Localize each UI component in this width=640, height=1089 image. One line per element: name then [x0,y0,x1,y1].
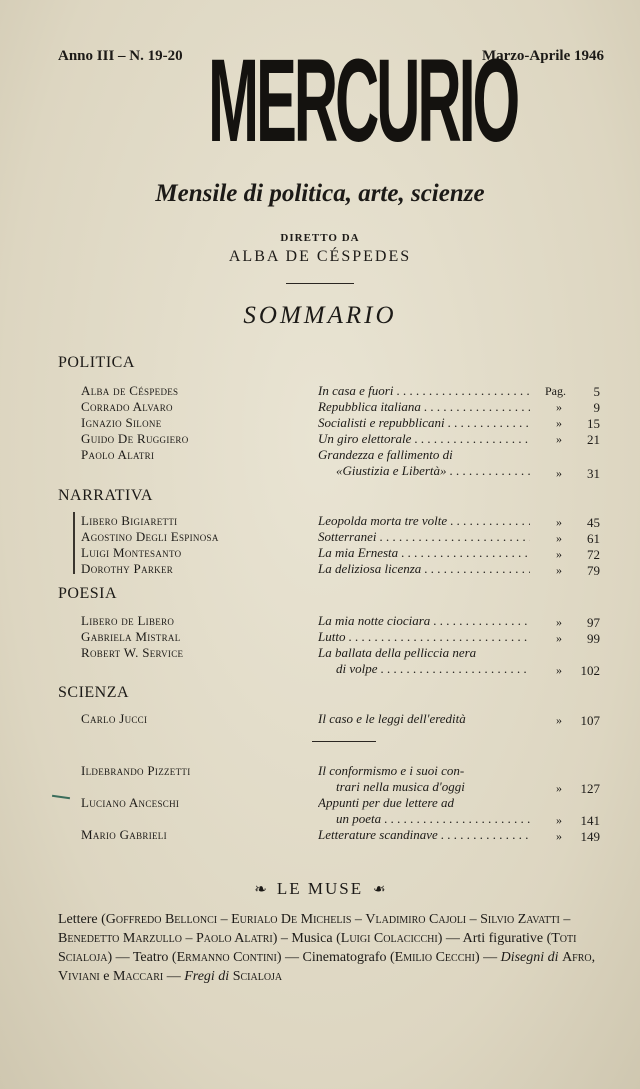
entry-title: Socialisti e repubblicani . . . [318,415,530,431]
entry-title-continued: di volpe . . . [336,661,530,677]
ornament-icon: ❧ [254,882,269,898]
muse-credits [58,910,603,986]
entry-title: Sotterranei . . . [318,529,530,545]
muse-text: ) – Musica ( [272,931,341,946]
entry-author: Robert W. Service [81,645,184,660]
muse-text: ) — Teatro ( [107,950,177,965]
contributor-name: Scialoja [232,969,283,984]
margin-mark [73,512,75,574]
entry-title: La mia Ernesta . . . [318,545,530,561]
masthead-title: MERCURIO [208,35,518,167]
page-label: » [556,713,562,727]
editor-name: ALBA DE CÉSPEDES [228,248,412,265]
muse-text: ) — Arti figurative ( [437,931,552,946]
issue-date: Marzo-Aprile 1946 [481,48,604,64]
entry-page: 79 [587,563,600,578]
contributor-name: Vladimiro Cajoli [365,912,467,927]
muse-text: Disegni di [500,950,559,965]
entry-author: Ignazio Silone [81,415,162,430]
entry-title: Grandezza e fallimento di [318,447,453,462]
entry-title: Il caso e le leggi dell'eredità [318,711,466,726]
entry-title: Un giro elettorale . . . [318,431,530,447]
contributor-name: Luigi Colacicchi [340,931,438,946]
entry-title: Letterature scandinave . . . [318,827,530,843]
entry-page: 127 [580,781,600,796]
entry-title-continued: un poeta . . . [336,811,530,827]
section-heading: POESIA [58,585,118,602]
entry-page: 45 [587,515,600,530]
contents-heading: SOMMARIO [243,302,397,329]
entry-author: Alba de Céspedes [81,383,179,398]
muse-text: – [181,931,196,946]
page-label: » [556,547,562,561]
section-heading: NARRATIVA [58,487,153,504]
entry-page: 97 [587,615,600,630]
contributor-name: Benedetto Marzullo [58,931,182,946]
section-heading: POLITICA [58,354,135,371]
page-label: » [556,631,562,645]
margin-mark [52,795,70,799]
entry-author: Guido De Ruggiero [81,431,189,446]
page-label: » [556,813,562,827]
entry-page: 72 [587,547,600,562]
entry-author: Luigi Montesanto [81,545,182,560]
entry-page: 21 [587,432,600,447]
contributor-name: Maccari [112,969,164,984]
contributor-name: Paolo Alatri [195,931,273,946]
entry-page: 61 [587,531,600,546]
entry-title: La mia notte ciociara . . . [318,613,530,629]
contributor-name: Afro, Viviani [58,950,596,984]
entry-page: 102 [580,663,600,678]
entry-author: Gabriela Mistral [81,629,181,644]
entry-title: La deliziosa licenza . . . [318,561,530,577]
entry-page: 149 [580,829,600,844]
page-label: Pag. [545,384,566,398]
page-label: » [556,416,562,430]
entry-author: Mario Gabrieli [81,827,167,842]
page-label: » [556,781,562,795]
muse-text: – [217,912,232,927]
contributor-name: Goffredo Bellonci [105,912,218,927]
page-label: » [556,829,562,843]
muse-text: – [466,912,481,927]
entry-author: Luciano Anceschi [81,795,180,810]
entry-author: Corrado Alvaro [81,399,173,414]
entry-page: 141 [580,813,600,828]
muse-text: – [351,912,366,927]
entry-author: Paolo Alatri [81,447,155,462]
contributor-name: Toti Scialoja [58,931,577,965]
muse-heading [0,879,640,899]
contributor-name: Silvio Zavatti [480,912,560,927]
entry-author: Agostino Degli Espinosa [81,529,219,544]
page-label: » [556,531,562,545]
muse-text: ) — [474,950,501,965]
entry-title: Repubblica italiana . . . [318,399,530,415]
muse-text: Fregi di [184,969,230,984]
contributor-name: Emilio Cecchi [394,950,475,965]
entry-title-continued: trari nella musica d'oggi [336,779,465,794]
entry-title: Leopolda morta tre volte . . . [318,513,530,529]
page-label: » [556,432,562,446]
page-label: » [556,663,562,677]
entry-page: 5 [593,384,600,399]
entry-page: 31 [587,466,600,481]
entry-title: In casa e fuori . . . [318,383,530,399]
subtitle: Mensile di politica, arte, scienze [155,180,485,207]
page-label: » [556,515,562,529]
divider [286,283,354,284]
muse-text: — [163,969,185,984]
section-heading: SCIENZA [58,684,130,701]
muse-text: ) — Cinematografo ( [276,950,395,965]
page-label: » [556,615,562,629]
entry-author: Carlo Jucci [81,711,148,726]
muse-heading-text: LE MUSE [276,879,364,898]
entry-author: Dorothy Parker [81,561,174,576]
entry-page: 9 [593,400,600,415]
entry-title: Lutto . . . [318,629,530,645]
contributor-name: Ermanno Contini [176,950,277,965]
entry-title: Il conformismo e i suoi con- [318,763,465,778]
page-label: » [556,400,562,414]
entry-page: 107 [580,713,600,728]
entry-title: La ballata della pelliccia nera [318,645,477,660]
entry-page: 99 [587,631,600,646]
divider [312,741,376,742]
muse-text: Lettere ( [58,912,106,927]
entry-author: Libero Bigiaretti [81,513,178,528]
entry-author: Ildebrando Pizzetti [81,763,191,778]
entry-title: Appunti per due lettere ad [318,795,454,810]
issue-number: Anno III – N. 19-20 [58,48,183,64]
directed-by-label: DIRETTO DA [280,232,360,244]
entry-title-continued: «Giustizia e Libertà» . . . [336,463,530,479]
muse-text: – [559,912,571,927]
entry-author: Libero de Libero [81,613,175,628]
page-label: » [556,563,562,577]
contributor-name: Eurialo De Michelis [231,912,352,927]
entry-page: 15 [587,416,600,431]
muse-text: e [99,969,113,984]
ornament-icon: ❧ [371,882,386,898]
page-label: » [556,466,562,480]
